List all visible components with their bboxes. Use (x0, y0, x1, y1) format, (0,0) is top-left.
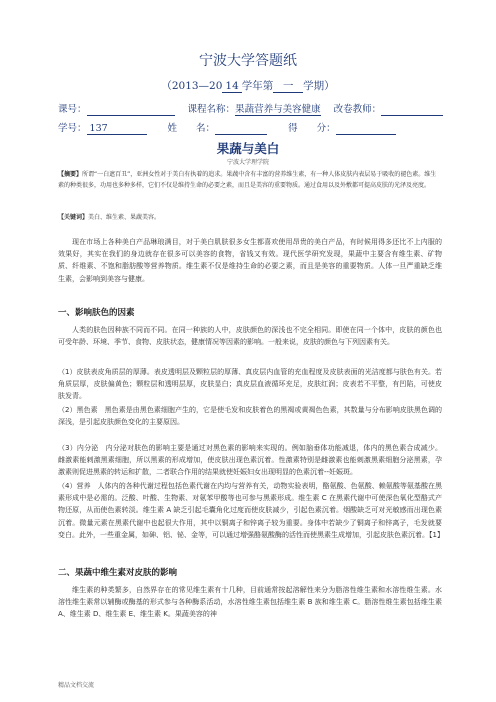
year-value: 14 (222, 80, 241, 93)
course-name-label: 课程名称： (187, 104, 236, 115)
section-heading-vitamins: 二、果蔬中维生素对皮肤的影响 (58, 568, 178, 578)
section1-paragraph-3: （2）黑色素 黑色素是由黑色素细胞产生的，它是使毛发和皮肤着色的黑褐或黄褐色色素，其数量与分布影响皮肤黑色调的深浅，是引起皮肤颜色变化的主要原因。 (58, 406, 442, 427)
footer-text: 精品文档交流 (58, 682, 95, 689)
abstract-text: 所谓“一白遮百丑”，亚洲女性对于美白有执着的追求。果蔬中含有丰富的营养维生素，有一种人体皮肤内表层易于吸收的褪色素。维生素的种类很多，功用也多种多样，它们不仅是维持生命的必要之素，而且是美容的重要物质。通过食用以及外敷都可提高皮肤的光泽及亮度。 (58, 171, 437, 189)
section2-paragraph-1: 维生素的种类繁多，自然界存在的常见维生素有十几种，目前通常按起溶解性来分为脂溶性维生素和水溶性维生素。水溶性维生素常以辅酶或酶基的形式参与各种酶系活动，水溶性维生素包括维生素 B 族和维生素 C。脂溶性维生素包括维生素 A、维生素 D、维生素 E、维生素 K。果蔬美容的神 (58, 586, 442, 619)
keywords (58, 212, 442, 221)
student-no-value: 137 (87, 123, 147, 135)
year-suffix: 学期） (303, 80, 335, 92)
section1-paragraph-4: （3）内分泌 内分泌对肤色的影响主要是通过对黑色素的影响来实现的。例如脑垂体功能减退，体内的黑色素合成减少。 雌激素能刺激黑素细胞，所以黑素的形成增加，使皮肤出现色素沉着。性激素特别是雌激素也能刺激黑素细胞分泌黑素，孕激素则促进黑素的转运和扩散，二者联合作用的结果就使妊娠妇女出现明显的色素沉着--妊娠斑。 (58, 444, 442, 477)
keywords-label: 【关键词】 (58, 214, 89, 221)
abstract-label: 【摘要】 (58, 171, 83, 178)
article-title: 果蔬与美白 (216, 141, 280, 156)
intro-paragraph: 现在市场上各种美白产品琳琅满目，对于美白肌肤很多女生都喜欢使用昂贵的美白产品，有时候用得多还比不上内服的效果好，其实在我们的身边就存在很多可以美容的食物，省钱又有效。现代医学研究发现，果蔬中主要含有维生素、矿物质、纤维素、不饱和脂肪酸等营养物质。维生素不仅是维持生命的必要之素，而且是美容的重要物质。人体一旦严重缺乏维生素，会影响到美容与健康。 (58, 238, 442, 283)
page-title: 宁波大学答题纸 (199, 53, 297, 69)
edit-teacher-label: 改卷教师： (333, 104, 382, 115)
student-no-label: 学号： (58, 123, 87, 134)
info-row-student (58, 120, 448, 135)
name-label: 姓 名： (167, 123, 216, 134)
info-row-course (58, 101, 448, 116)
course-no-label: 课号： (58, 104, 87, 115)
academic-year (0, 78, 496, 93)
keywords-text: 美白、维生素、果蔬美容。 (88, 214, 161, 221)
article-author: 宁波大学理学院 (226, 159, 269, 166)
edit-teacher-field (381, 104, 443, 116)
section1-paragraph-5: （4）营养 人体内的各种代谢过程包括色素代谢在内均与营养有关，动物实验表明，酪氨酸、色氨酸、赖氨酸等氨基酸在黑素形成中是必需的。泛酸、叶酸、生物素、对氨苯甲酸等也可参与黑素形成。维生素 C 在黑素代谢中可使深色氧化型酪式产物还原，从而使色素转淡。维生素 A 缺乏引起毛囊角化过度而使皮肤减少，引起色素沉着。烟酸缺乏可对光敏感而出现色素沉着。微量元素在黑素代谢中也起很大作用，其中以铜离子和锌离子较为重要。身体中若缺少了铜离子和锌离子，毛发就要变白。此外，一些重金属，如砷、铝、铋、金等，可以通过增强酪氨酸酶的活性而使黑素生成增加，引起皮肤色素沉着。【1】 (58, 482, 444, 539)
score-field (336, 123, 396, 135)
year-prefix: （2013—20 (161, 80, 223, 92)
course-no-field (87, 104, 175, 116)
section1-paragraph-2: （1）皮肤表皮角质层的厚薄。表皮透明层及颗粒层的厚薄、真皮层内血管的充血程度及皮肤表面的光洁度都与肤色有关。若角质层厚，皮肤偏黄色；颗粒层和透明层厚，皮肤显白；真皮层血液循环充足，皮肤红润；皮表若不平整，有凹陷，可使皮肤发青。 (58, 368, 442, 401)
section-heading-factors: 一、影响肤色的因素 (58, 308, 135, 318)
course-name-value: 果蔬营养与美容健康 (235, 101, 321, 116)
score-label: 得 分： (288, 123, 336, 134)
year-middle: 学年第 (241, 80, 274, 92)
section1-paragraph-1: 人类的肤色因种族不同而不同。在同一种族的人中，皮肤颜色的深浅也不完全相同。即使在同一个体中，皮肤的颜色也可受年龄、环境、季节、食物、皮肤状态，健康情况等因素的影响。一般来说，皮肤的颜色与下列因素有关。 (58, 326, 442, 347)
abstract (58, 170, 442, 191)
name-field (215, 123, 267, 135)
term-value: 一 (273, 80, 303, 93)
